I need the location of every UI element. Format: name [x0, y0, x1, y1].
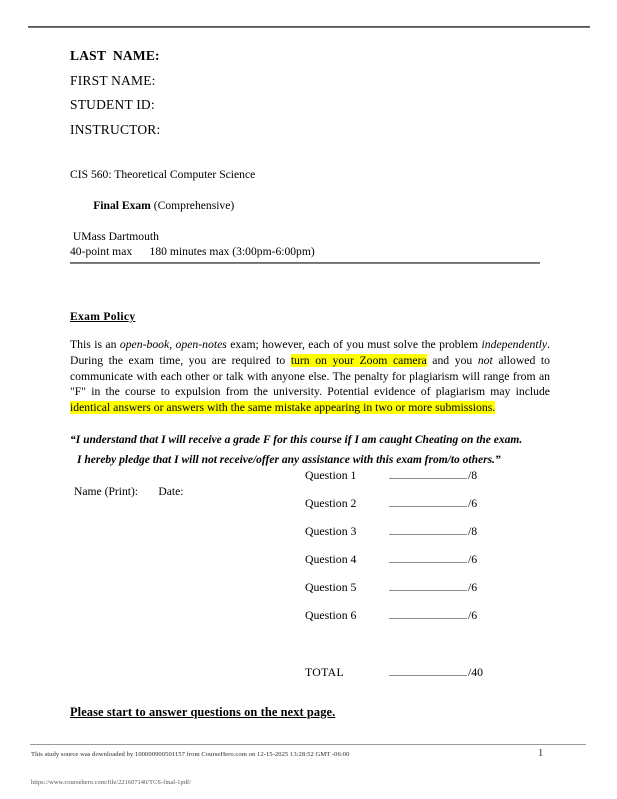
question-points: /8 [468, 468, 478, 482]
footer-source-url: https://www.coursehero.com/file/221607140/TCS-final-1pdf/ [31, 779, 192, 786]
course-block-rule [70, 262, 540, 264]
page-top-rule [28, 26, 590, 28]
identity-fields-group [70, 44, 550, 142]
score-blank-field[interactable] [389, 578, 467, 591]
question-label: Question 1 [305, 468, 357, 482]
question-points: /6 [468, 608, 478, 622]
pledge-text-3: on the exam. [458, 434, 523, 447]
question-points: /8 [468, 524, 478, 538]
score-blank-field[interactable] [389, 606, 467, 619]
score-row [305, 606, 545, 634]
institution-name: UMass Dartmouth [70, 229, 159, 243]
policy-text-1: This is an [70, 338, 120, 352]
score-blank-field[interactable] [389, 494, 467, 507]
student-id-field-label: STUDENT ID: [70, 97, 155, 112]
pledge-cheating: Cheating [414, 434, 459, 447]
name-date-signature-line: Name (Print): Date: [74, 485, 184, 499]
score-row [305, 494, 545, 522]
page-number: 1 [538, 748, 544, 759]
course-info-block [70, 167, 550, 264]
pledge-text-2: for this course if I am caught [270, 434, 415, 447]
total-points: /40 [468, 665, 484, 679]
question-label: Question 2 [305, 496, 357, 510]
first-name-field-label: FIRST NAME: [70, 72, 156, 88]
score-blank-field[interactable] [389, 550, 467, 563]
honor-pledge [70, 430, 550, 470]
course-title: CIS 560: Theoretical Computer Science [70, 168, 256, 181]
exam-title-rest: (Comprehensive) [150, 198, 235, 212]
exam-policy-heading: Exam Policy [70, 310, 136, 324]
pledge-line2: I hereby pledge that I will not receive/offer any assistance with this exam from/to others.” [77, 454, 501, 467]
policy-highlight-identical-answers: identical answers or answers with the same mistake appearing in two or more submissions. [70, 400, 496, 414]
question-points: /6 [468, 552, 478, 566]
question-points: /6 [468, 496, 478, 510]
footer-attribution: This study source was downloaded by 100000900501157 from CourseHero.com on 12-15-2025 13:28:52 GMT -06:00 [31, 751, 350, 758]
policy-highlight-zoom-camera: turn on your Zoom camera [290, 354, 427, 368]
policy-text-5: allowed to communicate with each other or talk with anyone else. The penalty for plagiarism will range from an "F" in the course to expulsion from the university. Potential evidence of plagiarism may include [70, 354, 550, 399]
total-score-row [305, 663, 545, 680]
question-label: Question 3 [305, 524, 357, 538]
exam-title-bold: Final Exam [93, 198, 151, 212]
question-label: Question 5 [305, 580, 357, 594]
pledge-text-1: “I understand that I will receive a grade [70, 434, 263, 447]
policy-text-2: exam; however, each of you must solve the problem [226, 338, 482, 352]
question-label: Question 6 [305, 608, 357, 622]
score-summary-table [305, 466, 545, 679]
score-row [305, 550, 545, 578]
score-blank-field[interactable] [389, 522, 467, 535]
total-blank-field[interactable] [389, 663, 467, 676]
question-points: /6 [468, 580, 478, 594]
score-row [305, 466, 545, 494]
exam-policy-paragraph [70, 337, 550, 415]
pledge-grade-f: F [262, 434, 271, 447]
policy-italic-open-book: open-book, open-notes [119, 338, 227, 352]
score-blank-field[interactable] [389, 466, 467, 479]
closing-instruction: Please start to answer questions on the next page. [70, 705, 336, 719]
last-name-field-label: LAST NAME: [70, 48, 160, 63]
total-label: TOTAL [305, 665, 344, 679]
question-label: Question 4 [305, 552, 357, 566]
policy-italic-not: not [477, 354, 493, 368]
policy-text-4: and you [426, 354, 478, 368]
policy-text-3: . During the exam time, you are required to [70, 338, 550, 368]
score-row [305, 522, 545, 550]
score-row [305, 578, 545, 606]
pledge-line1 [70, 434, 522, 446]
footer-rule [30, 744, 586, 745]
instructor-field-label: INSTRUCTOR: [70, 121, 161, 137]
document-body [70, 44, 550, 498]
exam-limits: 40-point max 180 minutes max (3:00pm-6:00pm) [70, 245, 315, 259]
exam-title [70, 182, 550, 228]
policy-italic-independently: independently [481, 338, 548, 352]
